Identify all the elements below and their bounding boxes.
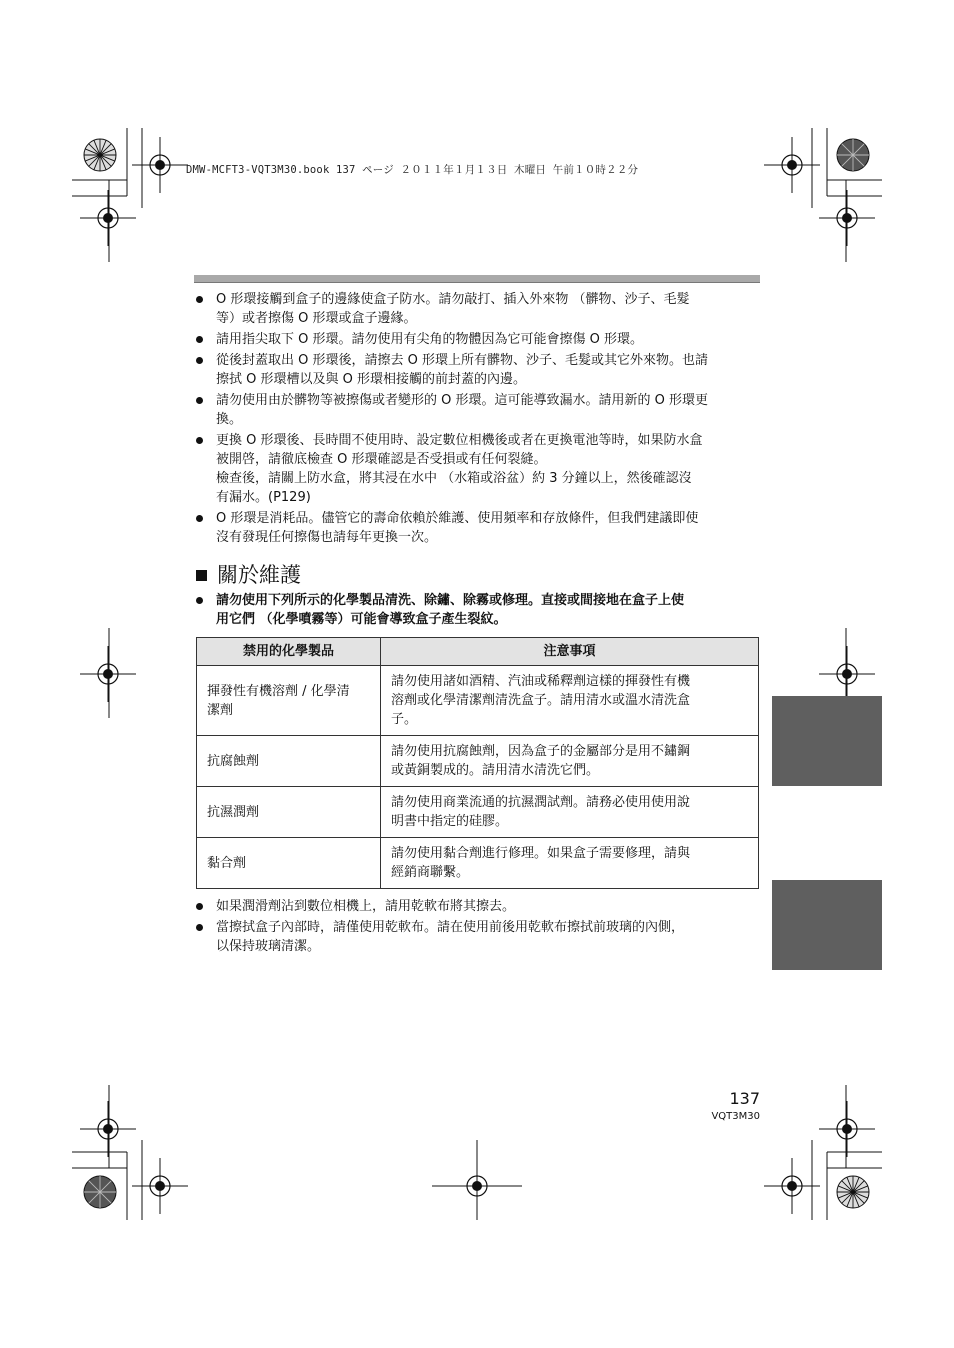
note-cell xyxy=(381,666,759,736)
bullet-icon xyxy=(196,357,203,364)
list-item-line: 檢查後，請關上防水盒，將其浸在水中 （水箱或浴盆）約 3 分鐘以上，然後確認沒 xyxy=(216,471,692,486)
list-item-line: 以保持玻璃清潔。 xyxy=(216,939,321,954)
bullet-icon xyxy=(196,903,203,910)
list-item-line: 換。 xyxy=(216,412,243,427)
cell-line: 明書中指定的硅膠。 xyxy=(391,814,509,829)
page-number: 137 xyxy=(729,1089,760,1108)
list-item-line: 請用指尖取下 O 形環。請勿使用有尖角的物體因為它可能會擦傷 O 形環。 xyxy=(216,332,643,347)
list-item-line: 等）或者擦傷 O 形環或盒子邊緣。 xyxy=(216,311,417,326)
bullet-icon xyxy=(196,336,203,343)
list-item-line: O 形環是消耗品。儘管它的壽命依賴於維護、使用頻率和存放條件，但我們建議即使 xyxy=(216,511,699,526)
list-item-line: 從後封蓋取出 O 形環後，請擦去 O 形環上所有髒物、沙子、毛髮或其它外來物。也請 xyxy=(216,353,708,368)
cell-line: 請勿使用黏合劑進行修理。如果盒子需要修理，請與 xyxy=(391,846,691,861)
bullet-icon xyxy=(196,296,203,303)
list-item-line: 被開啓，請徹底檢查 O 形環確認是否受損或有任何裂縫。 xyxy=(216,452,547,467)
list-item xyxy=(194,918,760,956)
chemical-cell xyxy=(197,666,381,736)
print-header: DMW-MCFT3-VQT3M30.book 137 ページ ２０１１年１月１３日 木曜日 午前１０時２２分 xyxy=(186,164,639,176)
cell-line: 揮發性有機溶劑 / 化學清 xyxy=(207,683,350,699)
list-item xyxy=(194,290,760,328)
column-header-chemical: 禁用的化學製品 xyxy=(197,638,381,666)
square-bullet-icon xyxy=(196,570,207,581)
bullet-icon xyxy=(196,437,203,444)
document-code: VQT3M30 xyxy=(711,1111,760,1122)
bullet-icon xyxy=(196,924,203,931)
section-heading xyxy=(194,561,760,589)
cell-line: 請勿使用諸如酒精、汽油或稀釋劑這樣的揮發性有機 xyxy=(391,674,691,689)
side-tab-upper xyxy=(772,696,882,786)
cleaning-notes-list xyxy=(194,897,760,956)
chemical-cell xyxy=(197,736,381,787)
note-cell xyxy=(381,838,759,889)
cell-line: 抗腐蝕劑 xyxy=(207,753,260,769)
table-row xyxy=(197,787,759,838)
chemical-cell xyxy=(197,787,381,838)
warning-list xyxy=(194,591,760,629)
cell-line: 請勿使用商業流通的抗濕潤試劑。請務必使用使用說 xyxy=(391,795,691,810)
section-title: 關於維護 xyxy=(217,563,301,587)
list-item-line: 當擦拭盒子內部時，請僅使用乾軟布。請在使用前後用乾軟布擦拭前玻璃的內側， xyxy=(216,920,685,935)
cell-line: 請勿使用抗腐蝕劑，因為盒子的金屬部分是用不鏽鋼 xyxy=(391,744,691,759)
list-item-line: O 形環接觸到盒子的邊緣使盒子防水。請勿敲打、插入外來物 （髒物、沙子、毛髮 xyxy=(216,292,690,307)
table-row xyxy=(197,666,759,736)
list-item-line: 更換 O 形環後、長時間不使用時、設定數位相機後或者在更換電池等時，如果防水盒 xyxy=(216,433,703,448)
list-item xyxy=(194,330,760,349)
cell-line: 潔劑 xyxy=(207,702,234,718)
header-rule xyxy=(194,275,760,283)
list-item-line: 請勿使用由於髒物等被擦傷或者變形的 O 形環。這可能導致漏水。請用新的 O 形環更 xyxy=(216,393,708,408)
cell-line: 黏合劑 xyxy=(207,855,247,871)
table-row xyxy=(197,736,759,787)
list-item: 請勿使用下列所示的化學製品清洗、除鏽、除霧或修理。直接或間接地在盒子上使 用它們 （化學噴霧等）可能會導致盒子產生裂紋。 xyxy=(194,591,760,629)
note-cell xyxy=(381,736,759,787)
list-item xyxy=(194,431,760,507)
column-header-notes: 注意事項 xyxy=(381,638,759,666)
cell-line: 溶劑或化學清潔劑清洗盒子。請用清水或溫水清洗盒 xyxy=(391,693,691,708)
cell-line: 抗濕潤劑 xyxy=(207,804,260,820)
note-cell xyxy=(381,787,759,838)
cell-line: 經銷商聯繫。 xyxy=(391,865,470,880)
prohibited-chemicals-table xyxy=(196,637,759,889)
cell-line: 子。 xyxy=(391,712,418,727)
list-item-line: 沒有發現任何擦傷也請每年更換一次。 xyxy=(216,530,438,545)
bullet-icon xyxy=(196,597,203,604)
side-tab-lower xyxy=(772,880,882,970)
list-item xyxy=(194,351,760,389)
cell-line: 或黃銅製成的。請用清水清洗它們。 xyxy=(391,763,600,778)
table-row xyxy=(197,838,759,889)
table-header-row xyxy=(197,638,759,666)
main-content xyxy=(194,290,760,958)
list-item xyxy=(194,391,760,429)
list-item-line: 如果潤滑劑沾到數位相機上，請用乾軟布將其擦去。 xyxy=(216,899,516,914)
bullet-icon xyxy=(196,397,203,404)
bullet-icon xyxy=(196,515,203,522)
list-item-line: 擦拭 O 形環槽以及與 O 形環相接觸的前封蓋的內邊。 xyxy=(216,372,526,387)
chemical-cell xyxy=(197,838,381,889)
list-item-line: 有漏水。(P129) xyxy=(216,490,311,505)
o-ring-notes-list xyxy=(194,290,760,547)
list-item xyxy=(194,509,760,547)
list-item xyxy=(194,897,760,916)
